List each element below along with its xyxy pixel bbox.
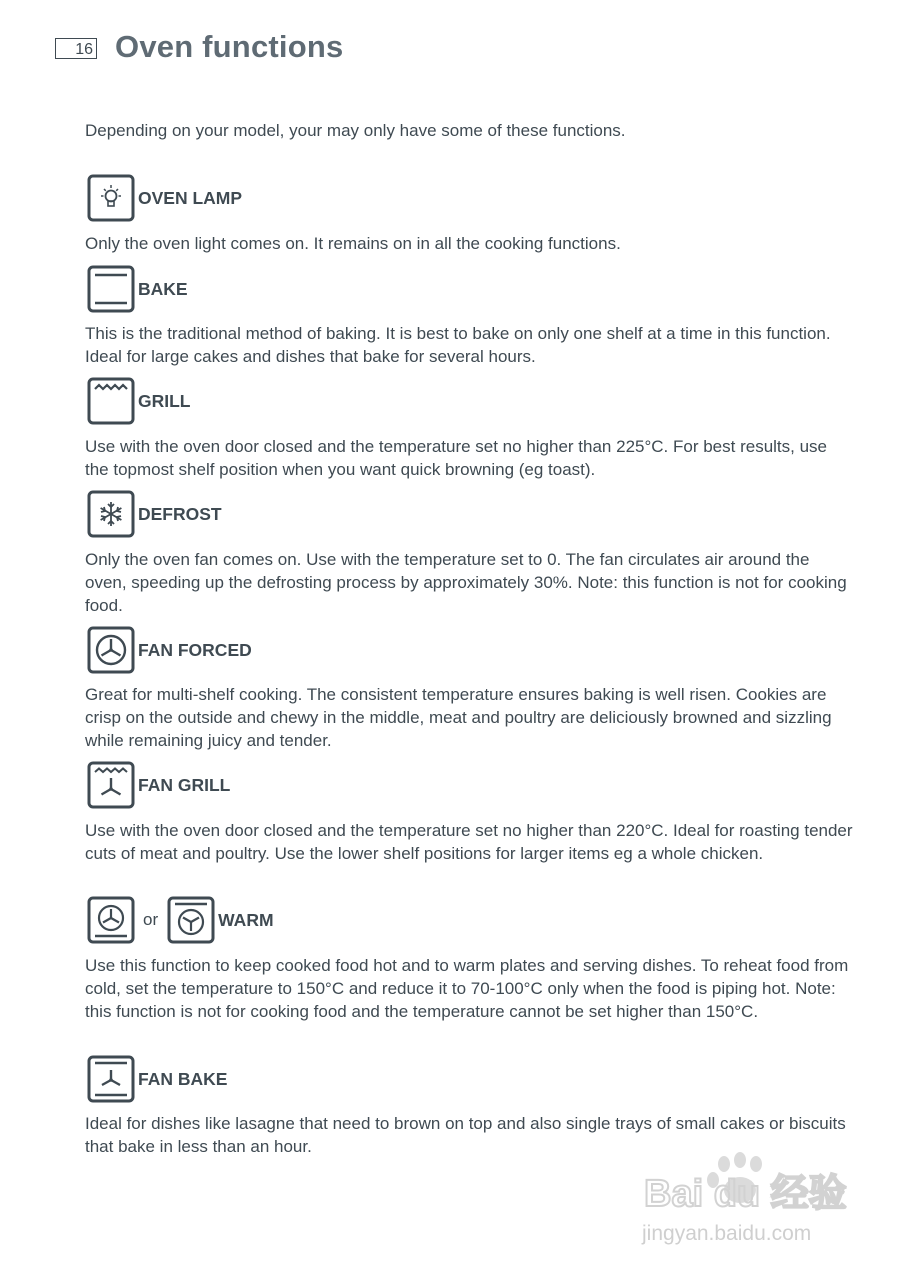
function-description: Use with the oven door closed and the temperature set no higher than 220°C. Ideal for roasting tender cuts of meat and poultry. Use the lower shelf positions for larger items eg a whole chicken.: [85, 821, 853, 863]
grill-icon: [87, 377, 135, 425]
intro-text: Depending on your model, your may only have some of these functions.: [85, 121, 626, 140]
fan-grill-icon: [87, 761, 135, 809]
page-number: 16: [55, 38, 97, 59]
function-heading-fan-bake: [87, 1055, 227, 1103]
function-heading-warm: [87, 896, 274, 944]
function-heading-fan-grill: [87, 761, 230, 809]
lamp-icon: [87, 174, 135, 222]
bake-icon: [87, 265, 135, 313]
baidu-watermark: [640, 1150, 850, 1250]
fan-bake-icon: [87, 1055, 135, 1103]
function-heading-defrost: [87, 490, 222, 538]
function-description: This is the traditional method of baking. It is best to bake on only one shelf at a time in this function. Ideal for large cakes and dishes that bake for several hours.: [85, 324, 831, 366]
function-description: Only the oven fan comes on. Use with the temperature set to 0. The fan circulates air around the oven, speeding up the defrosting process by approximately 30%. Note: this function is not for cooking food.: [85, 550, 847, 615]
fan-forced-icon: [87, 626, 135, 674]
function-name: FAN BAKE: [138, 1068, 228, 1089]
function-description: Only the oven light comes on. It remains on in all the cooking functions.: [85, 234, 621, 253]
function-name: OVEN LAMP: [138, 187, 243, 208]
function-name: BAKE: [138, 278, 188, 299]
defrost-icon: [87, 490, 135, 538]
function-name: FAN FORCED: [138, 639, 252, 660]
function-name: WARM: [218, 909, 274, 930]
function-heading-grill: [87, 377, 191, 425]
function-heading-bake: [87, 265, 188, 313]
function-description: Great for multi-shelf cooking. The consistent temperature ensures baking is well risen. Cookies are crisp on the outside and chewy in the middle, meat and poultry are deliciously browned and sizzling while remaining juicy and tender.: [85, 685, 832, 750]
function-description: Use this function to keep cooked food hot and to warm plates and serving dishes. To reheat food from cold, set the temperature to 150°C and reduce it to 70-100°C only when the food is piping hot. Note: this function is not for cooking food and the temperature cannot be set higher than 150°C.: [85, 956, 849, 1021]
function-name: GRILL: [138, 390, 191, 411]
warm-icon: [87, 896, 135, 944]
function-description: Ideal for dishes like lasagne that need to brown on top and also single trays of small cakes or biscuits that bake in less than an hour.: [85, 1114, 846, 1156]
function-heading-oven-lamp: [87, 174, 242, 222]
or-separator: or: [143, 910, 159, 929]
function-name: DEFROST: [138, 503, 222, 524]
function-description: Use with the oven door closed and the temperature set no higher than 225°C. For best results, use the topmost shelf position when you want quick browning (eg toast).: [85, 437, 827, 479]
watermark-url: jingyan.baidu.com: [642, 1222, 812, 1245]
page-title: Oven functions: [115, 29, 344, 64]
function-heading-fan-forced: [87, 626, 252, 674]
watermark-brand: Bai du 经验: [644, 1173, 847, 1215]
function-name: FAN GRILL: [138, 774, 231, 795]
warm-alt-icon: [167, 896, 215, 944]
